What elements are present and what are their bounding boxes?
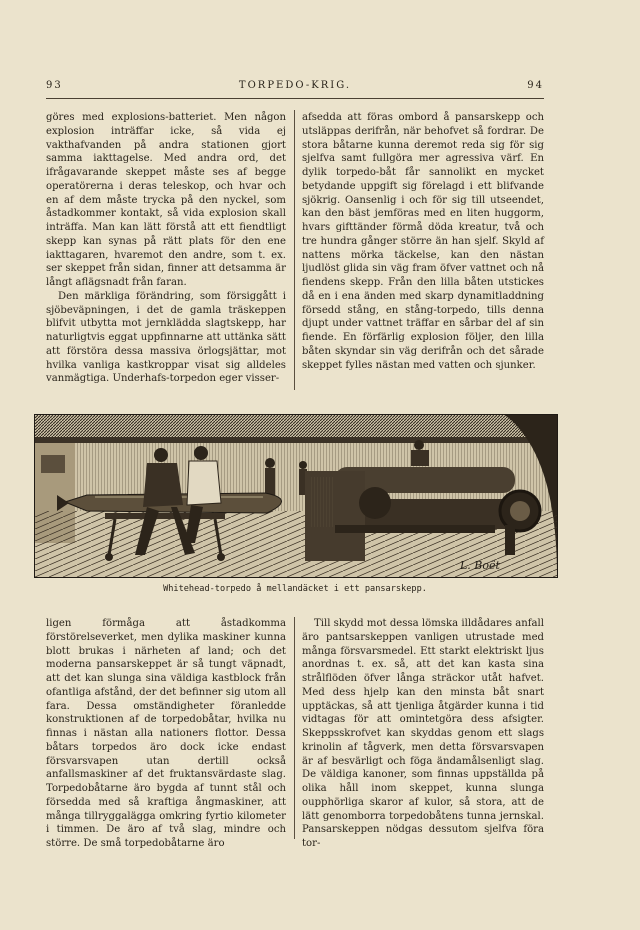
paragraph: afsedda att föras ombord å pansarskepp och utsläppas derifrån, när behofvet så fordrar. De stora båtarne kunna deremot reda sig för sig sjelfva samt fullgöra mer agressiva värf. En dylik torpedo-båt får sannolikt en mycket betydande uppgift sig förelagd i ett blifvande sjökrig. Oansenlig i och för sig till utseendet, kan den bäst jemföras med en liten huggorm, hvars gifttänder förmå döda kreatur, två och tre hundra gånger större än han sjelf. Skyld af nattens mörka täckelse, kan den nästan ljudlöst glida sin väg fram öfver vattnet och nå fiendens skepp. Från den lilla båten utstickes då en i ena änden med skarp dynamitladdning försedd stång, en stång-torpedo, tills denna djupt under vattnet träffar en sårbar del af sin fiende. En förfärlig explosion följer, den lilla båten skyndar sin väg derifrån och det sårade skeppet fylles nästan med vatten och sjunker. xyxy=(302,112,544,371)
paragraph: göres med explosions-batteriet. Men någon explosion inträffar icke, så vida ej vakthafvanden på andra stationen gjort samma iakttagelse. Med andra ord, det ifrågavarande skeppet måste ses af begge operatörerna i deras teleskop, och hvar och en af dem måste trycka på den nyckel, som åstadkommer kontakt, så vida explosion skall inträffa. Man kan lätt förstå att ett fiendtligt skepp kan synas på rätt plats för den ene iakttagaren, hvaremot den andre, som t. ex. ser skeppet från sidan, finner att detsamma är långt aflägsnadt från faran. xyxy=(46,112,286,288)
column-divider xyxy=(294,110,295,390)
text-column-top-left xyxy=(46,111,286,386)
column-divider xyxy=(294,617,295,839)
artist-signature: L. Boët xyxy=(460,559,500,572)
engraving-illustration xyxy=(34,414,558,578)
porthole-window xyxy=(41,455,65,473)
paragraph: Till skydd mot dessa lömska illdådares anfall äro pantsarskeppen vanligen utrustade med många försvarsmedel. Ett starkt elektriskt ljus anordnas t. ex. så, att det kan kasta sina strålflöden öfver långa sträckor utåt hafvet. Med dess hjelp kan den minsta båt snart upptäckas, så att tjenliga åtgärder kunna i tid vidtagas för att omintetgöra dess afsigter. Skeppsskrofvet kan skyddas genom ett slags krinolin af tågverk, men detta försvarsvapen är af besvärligt och föga ändamålsenligt slag. De väldiga kanoner, som finnas uppställda på olika håll inom skeppet, kunna slunga oupphörliga skaror af kulor, så stora, att de lätt genomborra torpedobåtens tunna jernskal. Pansarskeppen nödgas dessutom sjelfva föra tor- xyxy=(302,618,544,849)
right-page-number: 94 xyxy=(527,80,544,91)
paragraph: Den märkliga förändring, som försiggått i sjöbeväpningen, i det de gamla träskeppen blifvit utbytta mot jernklädda slagtskepp, har naturligtvis eggat uppfinnarne att uttänka sätt att förstöra dessa massiva örlogsjättar, mot hvilka vanliga kastkroppar visat sig alldeles vanmägtiga. Underhafs-torpedon eger visser- xyxy=(46,290,286,385)
left-page-number: 93 xyxy=(46,80,63,91)
text-column-top-right xyxy=(302,111,544,372)
header-rule xyxy=(46,98,544,99)
torpedo-engraving xyxy=(35,415,557,577)
paragraph: ligen förmåga att åstadkomma förstörelseverket, men dylika maskiner kunna blott brukas i närheten af land; och det moderna pansarskeppet är så tungt väpnadt, att det kan slunga sina väldiga kastblock från ofantliga afstånd, der det befinner sig utom all fara. Dessa omständigheter föranledde konstruktionen af de torpedobåtar, hvilka nu finnas i nästan alla nationers flottor. Dessa båtars torpedos äro dock icke endast försvarsvapen utan dertill också anfallsmaskiner af det fruktansvärdaste slag. Torpedobåtarne äro bygda af tunnt stål och försedda med så kraftiga ångmaskiner, att många tillryggalägga omkring fyrtio kilometer i timmen. De äro af två slag, mindre och större. De små torpedobåtarne äro xyxy=(46,618,286,849)
text-column-bottom-left xyxy=(46,617,286,851)
running-title: TORPEDO-KRIG. xyxy=(238,80,352,91)
figure-caption: Whitehead-torpedo å mellandäcket i ett pansarskepp. xyxy=(163,584,427,594)
running-header xyxy=(46,80,544,94)
text-column-bottom-right xyxy=(302,617,544,851)
